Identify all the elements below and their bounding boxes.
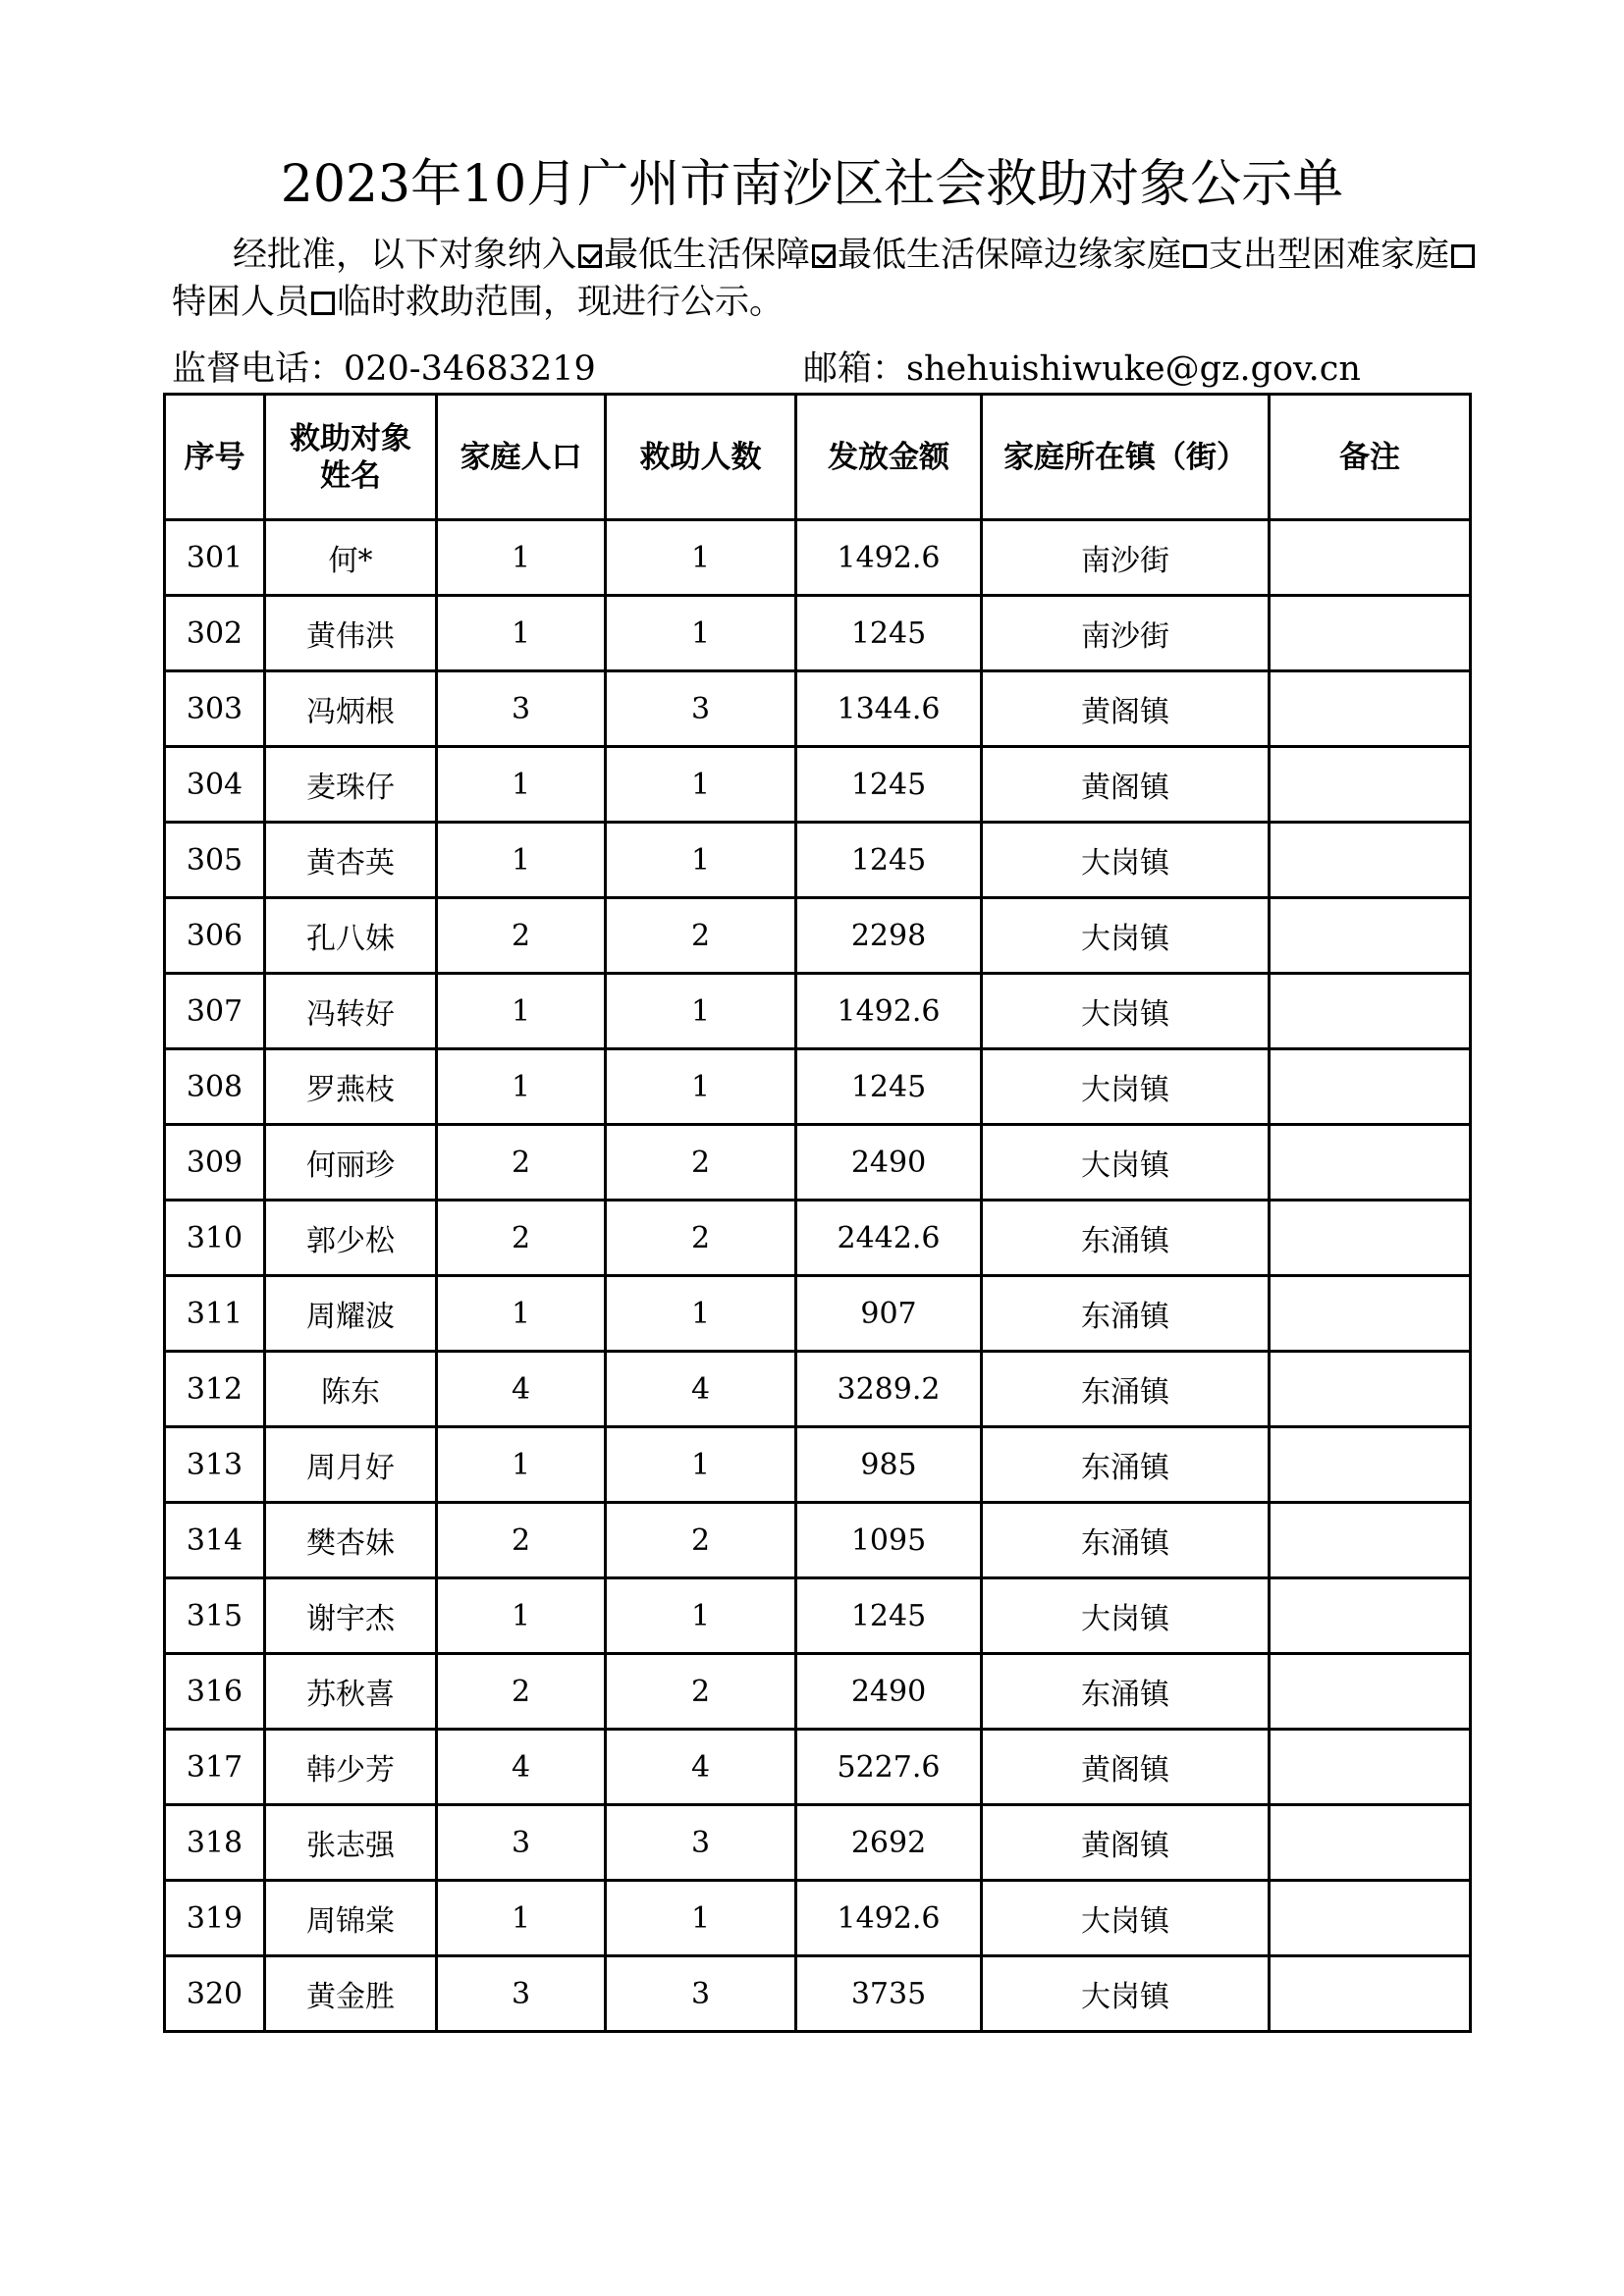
cell-household: 1 bbox=[437, 1427, 606, 1503]
cell-household: 2 bbox=[437, 1503, 606, 1578]
cell-town: 东涌镇 bbox=[982, 1276, 1270, 1352]
cell-name: 陈东 bbox=[265, 1352, 437, 1427]
cell-aided: 2 bbox=[606, 1125, 796, 1201]
checked-box-icon bbox=[812, 244, 836, 268]
table-row bbox=[165, 747, 1471, 823]
intro-option-label: 临时救助 bbox=[337, 283, 475, 322]
cell-note bbox=[1270, 823, 1471, 898]
cell-household: 2 bbox=[437, 1201, 606, 1276]
cell-aided: 1 bbox=[606, 1578, 796, 1654]
cell-amount: 1245 bbox=[796, 1578, 982, 1654]
cell-name: 张志强 bbox=[265, 1805, 437, 1881]
cell-amount: 985 bbox=[796, 1427, 982, 1503]
cell-name: 黄金胜 bbox=[265, 1956, 437, 2032]
cell-household: 1 bbox=[437, 520, 606, 596]
cell-seq: 312 bbox=[165, 1352, 265, 1427]
cell-household: 1 bbox=[437, 1049, 606, 1125]
cell-name: 麦珠仔 bbox=[265, 747, 437, 823]
checked-box-icon bbox=[578, 244, 602, 268]
cell-note bbox=[1270, 1352, 1471, 1427]
cell-town: 大岗镇 bbox=[982, 1881, 1270, 1956]
table-row bbox=[165, 1654, 1471, 1730]
cell-amount: 3289.2 bbox=[796, 1352, 982, 1427]
cell-household: 3 bbox=[437, 671, 606, 747]
table-row bbox=[165, 974, 1471, 1049]
cell-name: 冯转好 bbox=[265, 974, 437, 1049]
cell-aided: 1 bbox=[606, 596, 796, 671]
unchecked-box-icon bbox=[1451, 244, 1475, 268]
cell-household: 2 bbox=[437, 898, 606, 974]
intro-option-label: 最低生活保障 bbox=[604, 236, 811, 275]
cell-name: 孔八妹 bbox=[265, 898, 437, 974]
cell-town: 大岗镇 bbox=[982, 898, 1270, 974]
cell-town: 大岗镇 bbox=[982, 1956, 1270, 2032]
cell-aided: 1 bbox=[606, 1881, 796, 1956]
cell-seq: 306 bbox=[165, 898, 265, 974]
cell-seq: 304 bbox=[165, 747, 265, 823]
cell-seq: 315 bbox=[165, 1578, 265, 1654]
header-household: 家庭人口 bbox=[437, 395, 606, 520]
cell-amount: 2490 bbox=[796, 1125, 982, 1201]
cell-name: 苏秋喜 bbox=[265, 1654, 437, 1730]
cell-aided: 3 bbox=[606, 1805, 796, 1881]
unchecked-box-icon bbox=[1183, 244, 1207, 268]
table-row bbox=[165, 1503, 1471, 1578]
cell-seq: 313 bbox=[165, 1427, 265, 1503]
cell-amount: 1245 bbox=[796, 596, 982, 671]
intro-option-label: 特困人员 bbox=[172, 283, 310, 322]
cell-name: 周月好 bbox=[265, 1427, 437, 1503]
cell-name: 黄伟洪 bbox=[265, 596, 437, 671]
table-row bbox=[165, 823, 1471, 898]
cell-aided: 3 bbox=[606, 671, 796, 747]
cell-seq: 316 bbox=[165, 1654, 265, 1730]
cell-amount: 2490 bbox=[796, 1654, 982, 1730]
cell-household: 1 bbox=[437, 974, 606, 1049]
table-row bbox=[165, 1049, 1471, 1125]
intro-option-label: 支出型困难家庭 bbox=[1209, 236, 1450, 275]
cell-amount: 2442.6 bbox=[796, 1201, 982, 1276]
cell-aided: 1 bbox=[606, 520, 796, 596]
table-body bbox=[165, 520, 1471, 2032]
cell-note bbox=[1270, 1125, 1471, 1201]
cell-town: 黄阁镇 bbox=[982, 1730, 1270, 1805]
cell-town: 大岗镇 bbox=[982, 1578, 1270, 1654]
header-name-line2: 姓名 bbox=[320, 457, 381, 494]
email-address: 邮箱：shehuishiwuke@gz.gov.cn bbox=[803, 349, 1361, 389]
cell-note bbox=[1270, 1427, 1471, 1503]
cell-seq: 302 bbox=[165, 596, 265, 671]
table-row bbox=[165, 1881, 1471, 1956]
intro-paragraph bbox=[172, 232, 1478, 326]
intro-prefix: 经批准，以下对象纳入 bbox=[233, 236, 577, 275]
cell-amount: 1245 bbox=[796, 747, 982, 823]
cell-amount: 1492.6 bbox=[796, 974, 982, 1049]
cell-aided: 2 bbox=[606, 1503, 796, 1578]
cell-seq: 314 bbox=[165, 1503, 265, 1578]
cell-note bbox=[1270, 1578, 1471, 1654]
cell-aided: 1 bbox=[606, 1427, 796, 1503]
cell-town: 东涌镇 bbox=[982, 1503, 1270, 1578]
cell-amount: 1492.6 bbox=[796, 1881, 982, 1956]
intro-option bbox=[576, 236, 810, 275]
cell-note bbox=[1270, 1956, 1471, 2032]
cell-note bbox=[1270, 1881, 1471, 1956]
cell-household: 1 bbox=[437, 1578, 606, 1654]
cell-aided: 4 bbox=[606, 1352, 796, 1427]
cell-town: 黄阁镇 bbox=[982, 1805, 1270, 1881]
table-row bbox=[165, 1201, 1471, 1276]
cell-name: 罗燕枝 bbox=[265, 1049, 437, 1125]
cell-name: 黄杏英 bbox=[265, 823, 437, 898]
cell-note bbox=[1270, 1049, 1471, 1125]
cell-name: 樊杏妹 bbox=[265, 1503, 437, 1578]
cell-town: 黄阁镇 bbox=[982, 747, 1270, 823]
cell-seq: 320 bbox=[165, 1956, 265, 2032]
header-name-line1: 救助对象 bbox=[290, 420, 411, 456]
intro-option bbox=[810, 236, 1181, 275]
table-row bbox=[165, 1805, 1471, 1881]
cell-amount: 1095 bbox=[796, 1503, 982, 1578]
cell-household: 1 bbox=[437, 1881, 606, 1956]
intro-suffix: 范围，现进行公示。 bbox=[474, 283, 785, 322]
header-name bbox=[265, 395, 437, 520]
cell-aided: 3 bbox=[606, 1956, 796, 2032]
cell-name: 何丽珍 bbox=[265, 1125, 437, 1201]
cell-seq: 305 bbox=[165, 823, 265, 898]
table-header-row bbox=[165, 395, 1471, 520]
table-row bbox=[165, 898, 1471, 974]
cell-household: 2 bbox=[437, 1654, 606, 1730]
contact-line bbox=[172, 346, 1478, 393]
page-title: 2023年10月广州市南沙区社会救助对象公示单 bbox=[280, 155, 1344, 214]
table-row bbox=[165, 1730, 1471, 1805]
cell-aided: 2 bbox=[606, 898, 796, 974]
cell-seq: 303 bbox=[165, 671, 265, 747]
cell-seq: 318 bbox=[165, 1805, 265, 1881]
cell-note bbox=[1270, 520, 1471, 596]
cell-seq: 307 bbox=[165, 974, 265, 1049]
cell-note bbox=[1270, 596, 1471, 671]
table-row bbox=[165, 1276, 1471, 1352]
cell-amount: 1245 bbox=[796, 1049, 982, 1125]
intro-option-label: 最低生活保障边缘家庭 bbox=[838, 236, 1182, 275]
cell-amount: 1245 bbox=[796, 823, 982, 898]
cell-household: 4 bbox=[437, 1730, 606, 1805]
cell-town: 东涌镇 bbox=[982, 1201, 1270, 1276]
cell-amount: 1492.6 bbox=[796, 520, 982, 596]
cell-town: 大岗镇 bbox=[982, 1049, 1270, 1125]
cell-town: 南沙街 bbox=[982, 596, 1270, 671]
cell-town: 黄阁镇 bbox=[982, 671, 1270, 747]
table-row bbox=[165, 1125, 1471, 1201]
cell-town: 南沙街 bbox=[982, 520, 1270, 596]
aid-recipients-table bbox=[163, 393, 1472, 2033]
cell-name: 谢宇杰 bbox=[265, 1578, 437, 1654]
cell-amount: 907 bbox=[796, 1276, 982, 1352]
cell-amount: 5227.6 bbox=[796, 1730, 982, 1805]
table-row bbox=[165, 1956, 1471, 2032]
unchecked-box-icon bbox=[311, 292, 335, 315]
intro-option bbox=[309, 283, 474, 322]
table-row bbox=[165, 520, 1471, 596]
cell-note bbox=[1270, 1201, 1471, 1276]
cell-seq: 309 bbox=[165, 1125, 265, 1201]
header-amount: 发放金额 bbox=[796, 395, 982, 520]
cell-aided: 1 bbox=[606, 974, 796, 1049]
cell-seq: 311 bbox=[165, 1276, 265, 1352]
cell-seq: 308 bbox=[165, 1049, 265, 1125]
header-note: 备注 bbox=[1270, 395, 1471, 520]
cell-note bbox=[1270, 671, 1471, 747]
supervision-phone: 监督电话：020-34683219 bbox=[172, 349, 596, 389]
cell-note bbox=[1270, 1503, 1471, 1578]
cell-name: 冯炳根 bbox=[265, 671, 437, 747]
cell-note bbox=[1270, 1276, 1471, 1352]
cell-town: 大岗镇 bbox=[982, 1125, 1270, 1201]
cell-household: 3 bbox=[437, 1805, 606, 1881]
cell-amount: 2692 bbox=[796, 1805, 982, 1881]
cell-note bbox=[1270, 747, 1471, 823]
cell-seq: 317 bbox=[165, 1730, 265, 1805]
cell-seq: 310 bbox=[165, 1201, 265, 1276]
table-row bbox=[165, 1578, 1471, 1654]
cell-aided: 1 bbox=[606, 1049, 796, 1125]
header-seq: 序号 bbox=[165, 395, 265, 520]
intro-option bbox=[1181, 236, 1449, 275]
header-town: 家庭所在镇（街） bbox=[982, 395, 1270, 520]
cell-town: 东涌镇 bbox=[982, 1352, 1270, 1427]
cell-aided: 4 bbox=[606, 1730, 796, 1805]
table-row bbox=[165, 596, 1471, 671]
cell-amount: 3735 bbox=[796, 1956, 982, 2032]
cell-note bbox=[1270, 1654, 1471, 1730]
cell-name: 韩少芳 bbox=[265, 1730, 437, 1805]
cell-household: 2 bbox=[437, 1125, 606, 1201]
cell-aided: 2 bbox=[606, 1654, 796, 1730]
cell-household: 1 bbox=[437, 1276, 606, 1352]
cell-aided: 2 bbox=[606, 1201, 796, 1276]
table-row bbox=[165, 671, 1471, 747]
cell-aided: 1 bbox=[606, 1276, 796, 1352]
cell-household: 1 bbox=[437, 823, 606, 898]
table-row bbox=[165, 1352, 1471, 1427]
cell-town: 东涌镇 bbox=[982, 1654, 1270, 1730]
cell-household: 1 bbox=[437, 596, 606, 671]
cell-household: 1 bbox=[437, 747, 606, 823]
cell-seq: 301 bbox=[165, 520, 265, 596]
header-aided: 救助人数 bbox=[606, 395, 796, 520]
cell-name: 郭少松 bbox=[265, 1201, 437, 1276]
cell-town: 大岗镇 bbox=[982, 823, 1270, 898]
cell-amount: 1344.6 bbox=[796, 671, 982, 747]
cell-aided: 1 bbox=[606, 747, 796, 823]
cell-note bbox=[1270, 1730, 1471, 1805]
cell-name: 何* bbox=[265, 520, 437, 596]
cell-name: 周锦棠 bbox=[265, 1881, 437, 1956]
cell-note bbox=[1270, 974, 1471, 1049]
cell-town: 东涌镇 bbox=[982, 1427, 1270, 1503]
cell-household: 4 bbox=[437, 1352, 606, 1427]
cell-note bbox=[1270, 898, 1471, 974]
cell-household: 3 bbox=[437, 1956, 606, 2032]
table-row bbox=[165, 1427, 1471, 1503]
cell-town: 大岗镇 bbox=[982, 974, 1270, 1049]
cell-name: 周耀波 bbox=[265, 1276, 437, 1352]
cell-seq: 319 bbox=[165, 1881, 265, 1956]
cell-aided: 1 bbox=[606, 823, 796, 898]
cell-amount: 2298 bbox=[796, 898, 982, 974]
cell-note bbox=[1270, 1805, 1471, 1881]
